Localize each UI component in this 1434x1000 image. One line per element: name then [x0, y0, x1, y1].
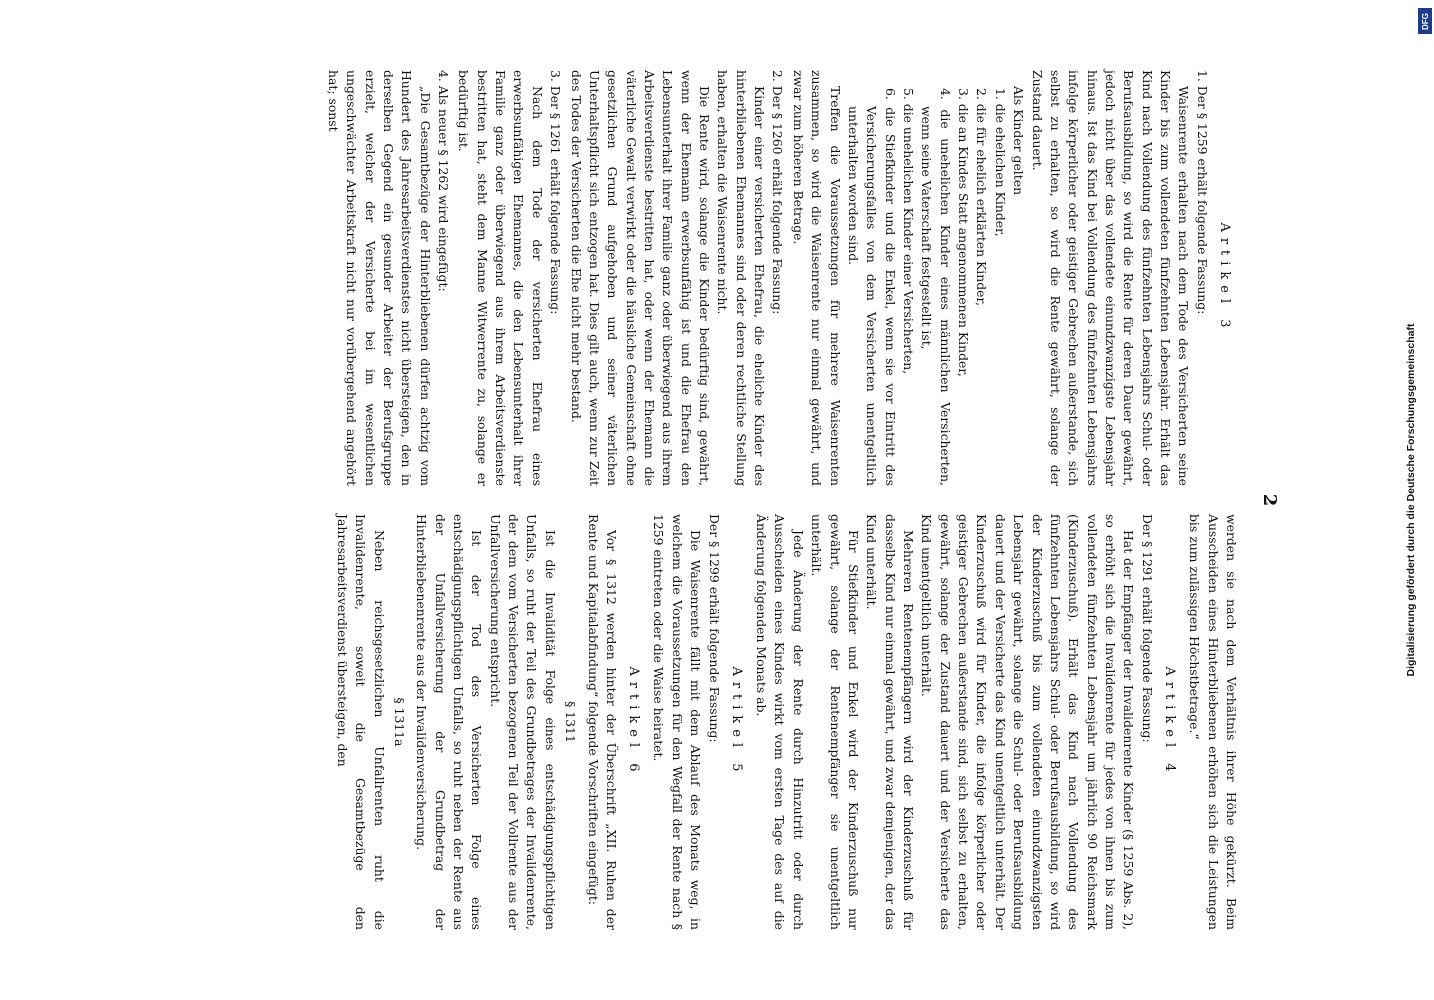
paragraph: Ist die Invalidität Folge eines entschädigungspflichtigen Unfalls, so ruht der Teil des Grundbetrages der Invalidenrente, der dem vom Versicherten bezogenen Teil der Vollrente aus der Unfallversicherung entspricht.	[487, 514, 558, 930]
dfg-logo	[1418, 8, 1432, 34]
section-1311a-title: § 1311a	[391, 697, 407, 747]
item-1-heading: 1. Der § 1259 erhält folgende Fassung:	[1194, 70, 1210, 315]
paragraph: Mehreren Rentenempfängern wird der Kinderzuschuß für dasselbe Kind nur einmal gewährt, und zwar demjenigen, der das Kind unterhält.	[864, 514, 917, 930]
paragraph: Jede Änderung der Rente durch Hinzutritt oder durch Ausscheiden eines Kindes wirkt vom ersten Tage des auf die Änderung folgenden Monats ab.	[754, 514, 806, 930]
list-item: 5. die unehelichen Kinder einer Versicherten,	[901, 88, 917, 375]
article-4-title: Artikel 4	[1161, 666, 1177, 778]
paragraph: Neben reichsgesetzlichen Unfallrenten ruht die Invalidenrente, soweit die Gesamtbezüge den Jahresarbeitsverdienst übersteigen, den	[334, 514, 387, 930]
rotated-page-content	[110, 50, 1290, 950]
paragraph: werden sie nach dem Verhältnis ihrer Höhe gekürzt. Beim Ausscheiden eines Hinterbliebenen erhöhen sich die Leistungen bis zum zulässigen Höchstbetrage.“	[1187, 514, 1239, 930]
list-item: 4. die unehelichen Kinder eines männlichen Versicherten, wenn seine Vaterschaft festgestellt ist,	[919, 88, 953, 486]
digitisation-caption	[1388, 0, 1434, 1000]
list-item: 2. die für ehelich erklärten Kinder,	[974, 88, 990, 307]
item-4-heading: 4. Als neuer § 1262 wird eingefügt:	[436, 70, 452, 292]
paragraph: Waisenrente erhalten nach dem Tode des Versicherten seine Kinder bis zum vollendeten fünfzehnten Lebensjahr. Erhält das Kind nach Vollendung des fünfzehnten Lebensjahrs Schul- oder Berufsausbildung, so wird die Rente für deren Dauer gewährt, jedoch nicht über das vollendete einundzwanzigste Lebensjahr hinaus. Ist das Kind bei Vollendung des fünfzehnten Lebensjahrs infolge körperlicher oder geistiger Gebrechen außerstande, sich selbst zu erhalten, so wird die Rente gewährt, solange der Zustand dauert.	[1029, 70, 1192, 486]
paragraph: Hat der Empfänger der Invalidenrente Kinder (§ 1259 Abs. 2), so erhöht sich die Invalidenrente für jedes von ihnen bis zum vollendeten fünfzehnten Lebensjahr um jährlich 90 Reichsmark (Kinderzuschuß). Erhält das Kind nach Vollendung des fünfzehnten Lebensjahrs Schul- oder Berufsausbildung, so wird der Kinderzuschuß bis zum vollendeten einundzwanzigsten Lebensjahr gewährt, solange die Schul- oder Berufsausbildung dauert und der Versicherte das Kind unentgeltlich unterhält. Der Kinderzuschuß wird für Kinder, die infolge körperlicher oder geistiger Gebrechen außerstande sind, sich selbst zu erhalten, gewährt, solange der Zustand dauert und der Versicherte das Kind unentgeltlich unterhält.	[919, 514, 1137, 930]
right-column	[120, 514, 1240, 930]
paragraph: Die Waisenrente fällt mit dem Ablauf des Monats weg, in welchem die Voraussetzungen für den Wegfall der Rente nach § 1259 eintreten oder die Waise heiratet.	[651, 514, 704, 930]
paragraph: Ist der Tod des Versicherten Folge eines entschädigungspflichtigen Unfalls, so ruht neben der Rente aus der Unfallversicherung der Grundbetrag der Hinterbliebenenrente aus der Invalidenversicherung.	[414, 514, 485, 930]
item-2-heading: 2. Der § 1260 erhält folgende Fassung:	[770, 70, 786, 315]
paragraph: Als Kinder gelten	[1011, 86, 1027, 196]
paragraph: Die Rente wird, solange die Kinder bedürftig sind, gewährt, wenn der Ehemann erwerbsunfähig ist und die Ehefrau den Lebensunterhalt ihrer Familie ganz oder überwiegend aus ihrem Arbeitsverdienste bestritten hat, oder wenn der Ehemann die väterliche Gewalt verwirkt oder die häusliche Gemeinschaft ohne gesetzlichen Grund aufgehoben und seiner väterlichen Unterhaltspflicht sich entzogen hat. Dies gilt auch, wenn zur Zeit des Todes der Versicherten die Ehe nicht mehr bestand.	[568, 70, 713, 486]
article-3-title: Artikel 3	[1217, 222, 1232, 334]
list-item: 1. die ehelichen Kinder,	[992, 88, 1008, 237]
caption-text: Digitalisierung gefördert durch die Deutsche Forschungsgemeinschaft	[1405, 323, 1417, 677]
item-3-heading: 3. Der § 1261 erhält folgende Fassung:	[548, 70, 564, 315]
section-1311-title: § 1311	[563, 701, 579, 743]
paragraph: Für Stiefkinder und Enkel wird der Kinderzuschuß nur gewährt, solange der Rentenempfänger sie unentgeltlich unterhält.	[809, 514, 861, 930]
paragraph: „Die Gesamtbezüge der Hinterbliebenen dürfen achtzig vom Hundert des Jahresarbeitsverdienstes nicht übersteigen, den in derselben Gegend ein gesunder Arbeiter der Berufsgruppe erzielt, welcher der Versicherte bei im wesentlichen ungeschwächter Arbeitskraft nicht nur vorübergehend angehört hat; sonst	[325, 70, 433, 486]
logo-text: DFG	[1420, 12, 1430, 30]
article-6-title: Artikel 6	[626, 666, 642, 778]
paragraph: Kinder einer versicherten Ehefrau, die eheliche Kinder des hinterbliebenen Ehemannes sind oder deren rechtliche Stellung haben, erhalten die Waisenrente nicht.	[715, 70, 768, 486]
left-column	[120, 70, 1240, 486]
list-item: 6. die Stiefkinder und die Enkel, wenn sie vor Eintritt des Versicherungsfalles von dem Versicherten unentgeltlich unterhalten worden sind.	[845, 88, 898, 486]
paragraph: Der § 1299 erhält folgende Fassung:	[706, 514, 722, 743]
list-item: 3. die an Kindes Statt angenommenen Kinder,	[956, 88, 972, 377]
document-page	[100, 40, 1300, 960]
paragraph: Nach dem Tode der versicherten Ehefrau eines erwerbsunfähigen Ehemannes, die den Lebensunterhalt ihrer Familie ganz oder überwiegend aus ihrem Arbeitsverdienste bestritten hat, steht dem Manne Witwerrente zu, solange er bedürftig ist.	[456, 70, 545, 486]
article-5-title: Artikel 5	[728, 666, 744, 778]
paragraph: Treffen die Voraussetzungen für mehrere Waisenrenten zusammen, so wird die Waisenrente nur einmal gewährt, und zwar zum höheren Betrage.	[790, 70, 843, 486]
page-number: 2	[1259, 493, 1280, 507]
paragraph: Vor § 1312 werden hinter der Überschrift „XII. Ruhen der Rente und Kapitalabfindung“ folgende Vorschriften eingefügt:	[585, 514, 619, 930]
text-columns	[120, 70, 1240, 930]
paragraph: Der § 1291 erhält folgende Fassung:	[1139, 514, 1155, 743]
